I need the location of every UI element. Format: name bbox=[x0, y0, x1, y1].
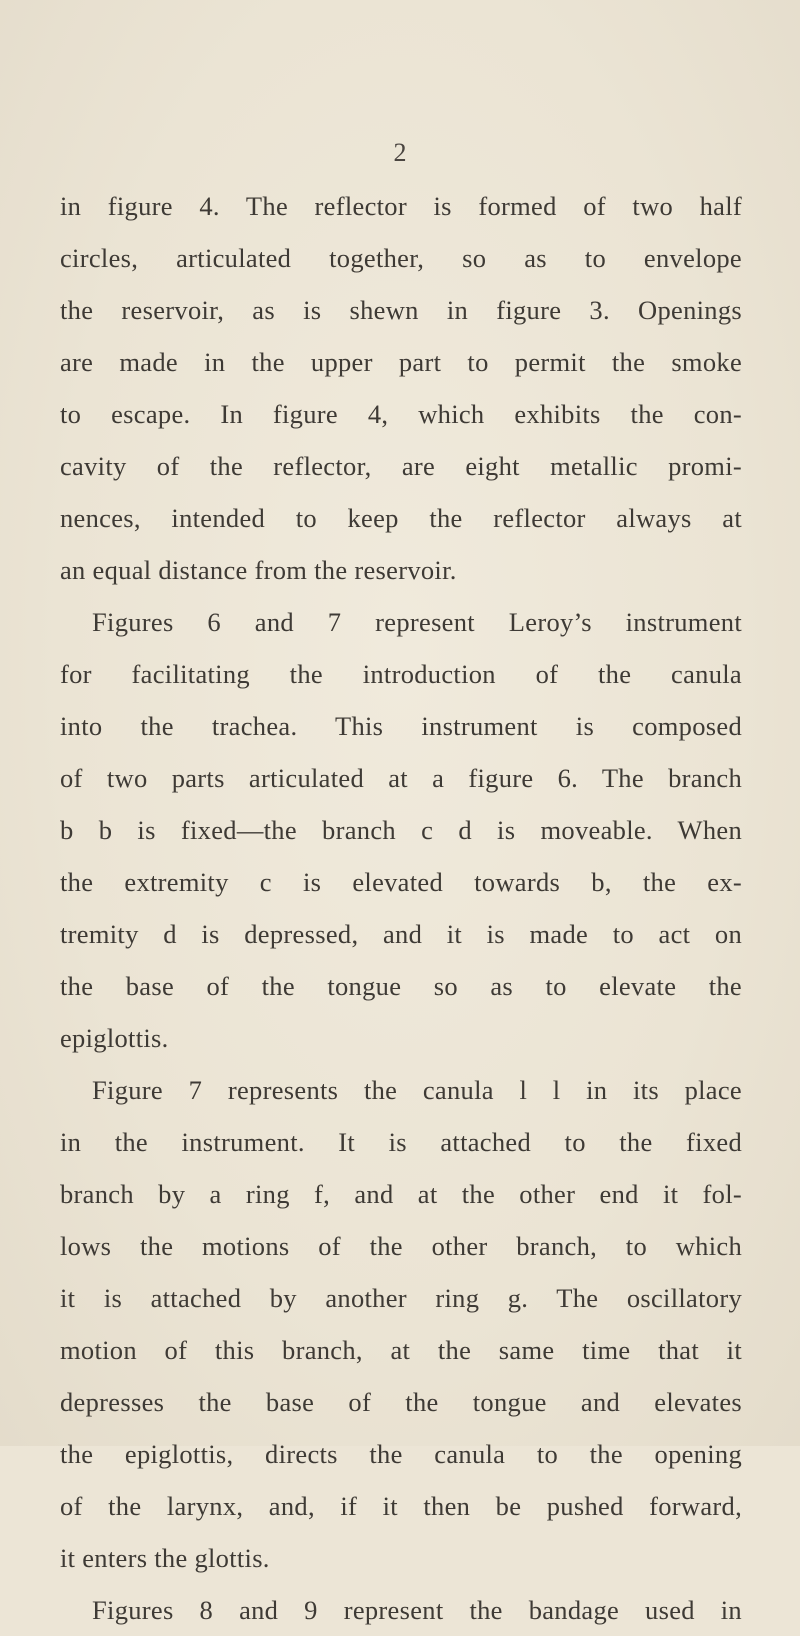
text-line: in figure 4. The reflector is formed of two half bbox=[60, 191, 742, 221]
text-line: motion of this branch, at the same time that it bbox=[60, 1335, 742, 1365]
text-line: the base of the tongue so as to elevate the bbox=[60, 971, 742, 1001]
text-line: the reservoir, as is shewn in figure 3. Openings bbox=[60, 295, 742, 325]
text-line: the extremity c is elevated towards b, the ex- bbox=[60, 867, 742, 897]
text-line: it enters the glottis. bbox=[60, 1543, 270, 1573]
text-line: it is attached by another ring g. The oscillatory bbox=[60, 1283, 742, 1313]
text-line: an equal distance from the reservoir. bbox=[60, 555, 457, 585]
text-line: in the instrument. It is attached to the fixed bbox=[60, 1127, 742, 1157]
text-line: circles, articulated together, so as to envelope bbox=[60, 243, 742, 273]
text-line: b b is fixed—the branch c d is moveable. When bbox=[60, 815, 742, 845]
text-line: Figures 8 and 9 represent the bandage used in bbox=[92, 1595, 742, 1625]
text-line: lows the motions of the other branch, to which bbox=[60, 1231, 742, 1261]
text-line: into the trachea. This instrument is composed bbox=[60, 711, 742, 741]
body-text bbox=[60, 180, 742, 1636]
text-line: Figures 6 and 7 represent Leroy’s instrument bbox=[92, 607, 742, 637]
text-line: for facilitating the introduction of the canula bbox=[60, 659, 742, 689]
text-line: to escape. In figure 4, which exhibits the con- bbox=[60, 399, 742, 429]
text-line: nences, intended to keep the reflector always at bbox=[60, 503, 742, 533]
text-line: are made in the upper part to permit the smoke bbox=[60, 347, 742, 377]
text-line: the epiglottis, directs the canula to the opening bbox=[60, 1439, 742, 1469]
text-line: cavity of the reflector, are eight metallic promi- bbox=[60, 451, 742, 481]
text-line: depresses the base of the tongue and elevates bbox=[60, 1387, 742, 1417]
text-line: of two parts articulated at a figure 6. The branch bbox=[60, 763, 742, 793]
text-line: branch by a ring f, and at the other end it fol- bbox=[60, 1179, 742, 1209]
text-line: tremity d is depressed, and it is made to act on bbox=[60, 919, 742, 949]
page-number: 2 bbox=[393, 138, 407, 167]
text-line: Figure 7 represents the canula l l in its place bbox=[92, 1075, 742, 1105]
text-line: of the larynx, and, if it then be pushed forward, bbox=[60, 1491, 742, 1521]
text-line: epiglottis. bbox=[60, 1023, 169, 1053]
